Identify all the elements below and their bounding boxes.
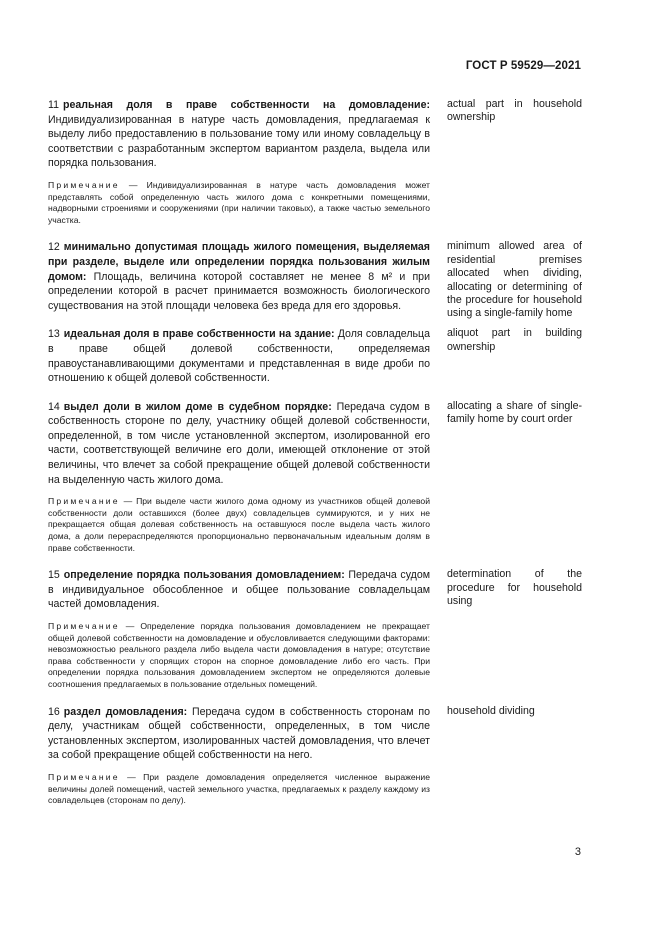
term-ru-column bbox=[48, 400, 430, 555]
note-text: — При разделе домовладения определяется численное выражение величины долей помещений, частей земельного участка, предлагаемых к разделу каждому из совладельцев (сторонам по делу). bbox=[48, 771, 430, 806]
term-title: идеальная доля в праве собственности на здание: bbox=[63, 328, 335, 341]
term-ru-column bbox=[48, 705, 430, 807]
note-label: Примечание bbox=[48, 771, 120, 782]
term-definition-text: Передача судом в индивидуальное обособленное и общее пользование совладельцам частей домовладения. bbox=[48, 569, 430, 611]
term-definition-text: Индивидуализированная в натуре часть домовладения, предлагаемая к выделу либо предоставлению в пользование тому или иному совладельцу в соответствии с разработанным экспертом вариантом раздела, выдела или порядка пользования. bbox=[48, 113, 430, 170]
term-definition-text: Доля совладельца в праве общей долевой собственности, определяемая правоустанавливающими документами и представленная в виде дроби по отношению к общей долевой собственности. bbox=[48, 328, 430, 385]
term-definition bbox=[48, 568, 430, 612]
term-entry-11 bbox=[48, 98, 588, 226]
term-number: 12 bbox=[48, 241, 60, 254]
term-entry-15 bbox=[48, 568, 588, 690]
term-entry-12 bbox=[48, 240, 588, 320]
term-definition-text: Площадь, величина которой составляет не менее 8 м² и при определении которой в расчет принимается возможность биологического существования на этой площади человека без вреда для его здоровья. bbox=[48, 270, 430, 312]
term-number: 14 bbox=[48, 400, 60, 413]
term-ru-column bbox=[48, 327, 430, 385]
term-definition-text: Передача судом в собственность стороне по делу, участнику общей долевой собственности, определенной, в том числе установленной экспертом, изолированной его части, соответствующей величине его доли, имеющей отклонение от этой величины, что влечет за собой прекращение общей долевой собственности на выделенную часть жилого дома. bbox=[48, 400, 430, 486]
term-title: минимально допустимая площадь жилого помещения, выделяемая при разделе, выделе или определении порядка пользования жилым домом: bbox=[48, 241, 430, 283]
term-english: aliquot part in building ownership bbox=[447, 327, 582, 353]
term-english: minimum allowed area of residential premises allocated when dividing, allocating or determining of the procedure for household using a single-family home bbox=[447, 240, 582, 320]
term-entry-14 bbox=[48, 400, 588, 555]
term-ru-column bbox=[48, 240, 430, 313]
term-title: реальная доля в праве собственности на домовладение: bbox=[63, 99, 430, 111]
term-number: 15 bbox=[48, 569, 60, 582]
note-label: Примечание bbox=[48, 179, 120, 190]
term-title: выдел доли в жилом доме в судебном порядке: bbox=[63, 400, 332, 413]
term-english: allocating a share of single-family home by court order bbox=[447, 399, 582, 426]
term-definition bbox=[48, 240, 430, 313]
standard-header: ГОСТ Р 59529—2021 bbox=[465, 60, 581, 72]
term-entries bbox=[48, 98, 588, 821]
term-note bbox=[48, 180, 430, 226]
term-note bbox=[48, 496, 430, 554]
term-title: определение порядка пользования домовладением: bbox=[63, 569, 345, 582]
term-number: 13 bbox=[48, 328, 60, 341]
term-definition bbox=[48, 705, 430, 763]
term-definition bbox=[48, 400, 430, 488]
note-text: — Индивидуализированная в натуре часть домовладения может представлять собой определенную часть жилого дома с конкретными помещениями, надворными строениями и сооружениями (при наличии таковых), а также частью земельного участка. bbox=[48, 179, 430, 225]
term-title: раздел домовладения: bbox=[63, 705, 188, 718]
note-label: Примечание bbox=[48, 496, 120, 507]
term-definition bbox=[48, 98, 430, 171]
term-definition bbox=[48, 327, 430, 385]
term-english: actual part in household ownership bbox=[447, 98, 582, 124]
term-definition-text: Передача судом в собственность сторонам по делу, участникам общей собственности, определенных, в том числе установленных экспертом, изолированных частей домовладения, что влечет за собой прекращение общей собственности на него. bbox=[48, 705, 430, 762]
page-number: 3 bbox=[574, 846, 581, 858]
note-label: Примечание bbox=[48, 621, 120, 631]
term-ru-column bbox=[48, 98, 430, 226]
term-number: 11 bbox=[48, 99, 59, 111]
term-note bbox=[48, 621, 430, 691]
term-number: 16 bbox=[48, 705, 60, 718]
note-text: — При выделе части жилого дома одному из участников общей долевой собственности доли оставшихся (более двух) совладельцев суммируются, и у них не прекращается общая долевая собственность на оставшуюся после выдела часть жилого дома, а доли перераспределяются пропорционально первоначальным идеальным долям в праве собственности. bbox=[48, 496, 430, 553]
term-entry-16 bbox=[48, 705, 588, 807]
term-note bbox=[48, 772, 430, 807]
note-text: — Определение порядка пользования домовладением не прекращает общей долевой собственности на домовладение и обусловливается следующими факторами: невозможностью реального раздела либо выдела части домовладения в натуре; отсутствие права собственности у спорящих сторон на спорное домовладение либо его часть. При определении порядка пользования домовладением экспертом не определяются долевые соотношения предлагаемых в пользование отдельных помещений. bbox=[48, 621, 430, 689]
term-entry-13 bbox=[48, 327, 588, 385]
term-english: determination of the procedure for household using bbox=[447, 568, 582, 608]
term-ru-column bbox=[48, 568, 430, 690]
term-english: household dividing bbox=[447, 704, 535, 717]
